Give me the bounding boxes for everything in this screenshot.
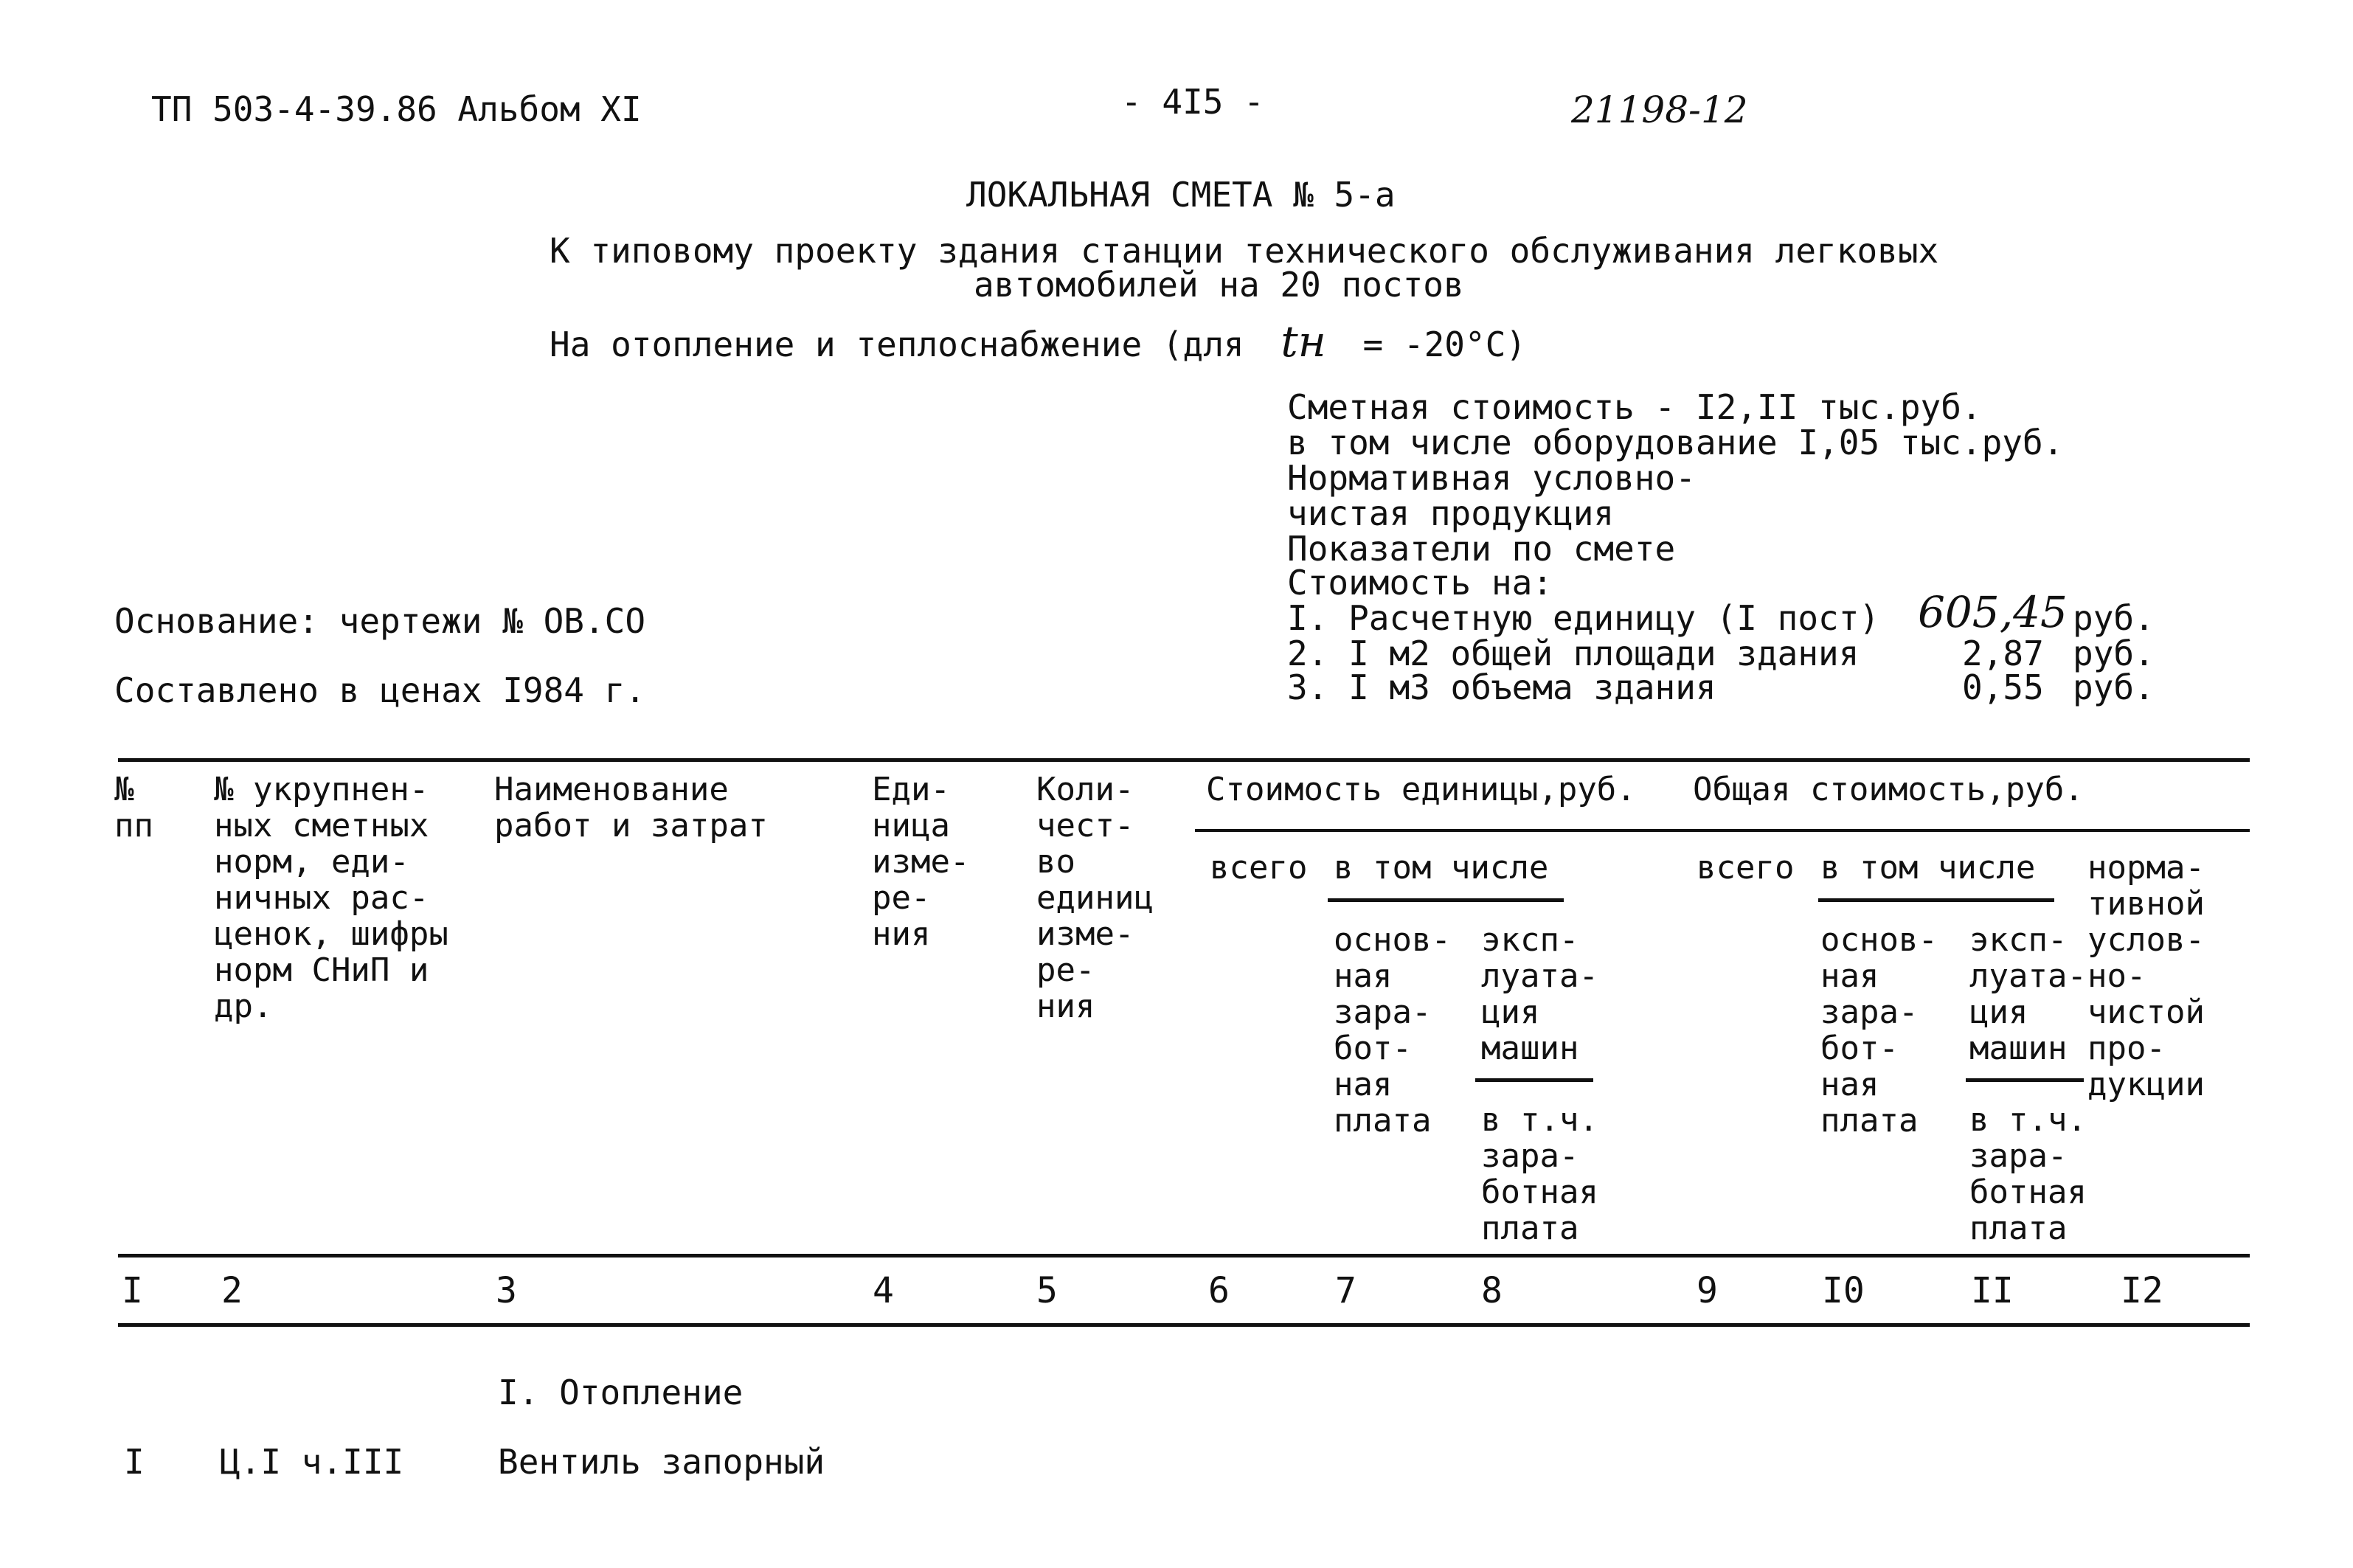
header-norm-codes: № укрупнен- ных сметных норм, еди- ничных рас- ценок, шифры норм СНиП и др. <box>214 771 448 1025</box>
header-total-cost-machine-wages: в т.ч. зара- ботная плата <box>1969 1101 2087 1247</box>
column-number-11: II <box>1971 1270 2014 1311</box>
header-total-cost-including: в том числе <box>1820 849 2036 887</box>
indicator-2-unit: руб. <box>2073 634 2155 673</box>
header-unit-cost-machine-wages: в т.ч. зара- ботная плата <box>1481 1101 1598 1247</box>
indicator-1-unit: руб. <box>2073 598 2155 638</box>
heating-scope-suffix: = -20°С) <box>1362 325 1527 364</box>
column-number-8: 8 <box>1481 1270 1503 1311</box>
document-code: 21198-12 <box>1571 89 1748 131</box>
column-number-5: 5 <box>1036 1270 1058 1311</box>
column-number-2: 2 <box>221 1270 243 1311</box>
column-numbers-rule <box>118 1323 2250 1327</box>
section-heating-title: I. Отопление <box>498 1373 744 1412</box>
indicator-3-unit: руб. <box>2073 667 2155 707</box>
project-description-line2: автомобилей на 20 постов <box>974 265 1464 305</box>
price-level: Составлено в ценах I984 г. <box>114 670 646 710</box>
estimate-title: ЛОКАЛЬНАЯ СМЕТА № 5-а <box>966 175 1396 215</box>
column-number-7: 7 <box>1335 1270 1356 1311</box>
column-number-4: 4 <box>873 1270 894 1311</box>
indicator-1-label: I. Расчетную единицу (I пост) <box>1287 598 1880 638</box>
column-number-3: 3 <box>496 1270 517 1311</box>
total-machine-wage-rule <box>1966 1078 2084 1082</box>
project-description-line1: К типовому проекту здания станции технического обслуживания легковых <box>550 231 1939 271</box>
total-cost-incl-rule <box>1818 898 2054 902</box>
column-number-6: 6 <box>1208 1270 1230 1311</box>
estimated-cost-line: Сметная стоимость - I2,II тыс.руб. <box>1287 387 1982 427</box>
unit-cost-incl-rule <box>1328 898 1564 902</box>
header-unit-of-measure: Еди- ница изме- ре- ния <box>872 771 970 953</box>
header-total-cost: Общая стоимость,руб. <box>1693 771 2084 808</box>
cost-per-heading: Стоимость на: <box>1287 563 1553 603</box>
album-reference: ТП 503-4-39.86 Альбом XI <box>151 89 642 129</box>
column-number-1: I <box>122 1270 143 1311</box>
indicator-2-label: 2. I м2 общей площади здания <box>1287 634 1860 673</box>
indicator-2-value: 2,87 <box>1962 634 2044 673</box>
header-row-number: № пп <box>114 771 153 844</box>
equipment-cost-line: в том числе оборудование I,05 тыс.руб. <box>1287 423 2064 462</box>
column-number-12: I2 <box>2121 1270 2163 1311</box>
row-1-work-name: Вентиль запорный <box>498 1442 825 1482</box>
heating-scope-line <box>550 316 1527 367</box>
column-number-9: 9 <box>1697 1270 1718 1311</box>
heating-scope-prefix: На отопление и теплоснабжение (для <box>550 325 1244 364</box>
header-unit-cost-wages: основ- ная зара- бот- ная плата <box>1334 921 1451 1139</box>
indicator-3-label: 3. I м3 объема здания <box>1287 667 1716 707</box>
header-work-name: Наименование работ и затрат <box>494 771 768 844</box>
page-number: - 4I5 - <box>1121 82 1264 122</box>
header-total-cost-wages: основ- ная зара- бот- ная плата <box>1820 921 1938 1139</box>
header-quantity: Коли- чест- во единиц изме- ре- ния <box>1036 771 1154 1025</box>
basis-drawings: Основание: чертежи № ОВ.СО <box>114 601 646 641</box>
header-normative-net-product: норма- тивной услов- но- чистой про- дукции <box>2087 849 2205 1103</box>
cost-group-rule <box>1195 829 2250 832</box>
table-top-rule <box>118 758 2250 762</box>
column-number-10: I0 <box>1822 1270 1865 1311</box>
row-1-norm-code: Ц.I ч.III <box>220 1442 404 1482</box>
row-1-number: I <box>124 1442 145 1482</box>
indicator-3-value: 0,55 <box>1962 667 2044 707</box>
header-unit-cost-total: всего <box>1210 849 1308 887</box>
header-unit-cost-machines: эксп- луата- ция машин <box>1481 921 1598 1067</box>
estimate-indicators-heading: Показатели по смете <box>1287 529 1676 569</box>
normative-product-line2: чистая продукция <box>1287 493 1615 533</box>
header-total-cost-total: всего <box>1697 849 1795 887</box>
unit-machine-wage-rule <box>1475 1078 1593 1082</box>
table-header-bottom-rule <box>118 1254 2250 1257</box>
header-unit-cost-including: в том числе <box>1334 849 1549 887</box>
outdoor-temperature-symbol: tн <box>1281 316 1326 367</box>
header-total-cost-machines: эксп- луата- ция машин <box>1969 921 2087 1067</box>
header-unit-cost: Стоимость единицы,руб. <box>1206 771 1636 808</box>
indicator-1-value: 605,45 <box>1918 587 2068 637</box>
normative-product-line1: Нормативная условно- <box>1287 458 1696 498</box>
